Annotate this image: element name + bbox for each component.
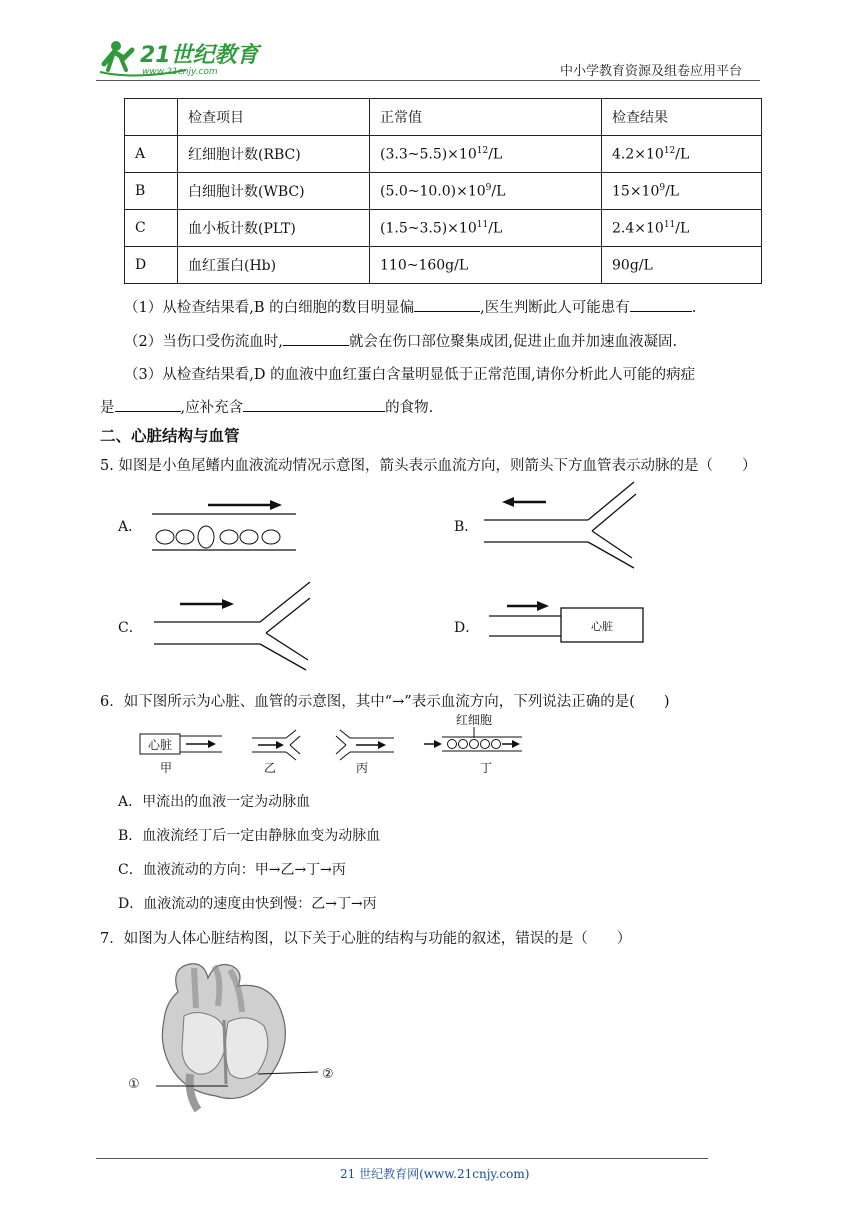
q5-option-c-label[interactable]: C． — [118, 620, 143, 636]
row-id: B — [125, 173, 178, 210]
fig-label-yi: 乙 — [263, 761, 277, 775]
q4-sub3: （3）从检查结果看,D 的血液中血红蛋白含量明显低于正常范围,请你分析此人可能的病症 — [124, 367, 696, 383]
row-id: D — [125, 247, 178, 284]
q5-option-b-label[interactable]: B． — [454, 519, 479, 535]
row-item: 白细胞计数(WBC) — [178, 173, 370, 210]
marker-2: ② — [322, 1067, 334, 1082]
q6-option-d[interactable]: D．血液流动的速度由快到慢：乙→丁→丙 — [118, 896, 377, 912]
q5-option-a-label[interactable]: A． — [118, 519, 143, 535]
q5-figure-c — [150, 580, 320, 672]
row-item: 血红蛋白(Hb) — [178, 247, 370, 284]
blood-test-table — [124, 98, 762, 284]
q4-sub1: （1）从检查结果看,B 的白细胞的数目明显偏 ,医生判断此人可能患有 . — [124, 296, 696, 317]
logo-text: 21世纪教育 — [140, 43, 259, 68]
q6-figure — [136, 712, 536, 778]
rbc-label: 红细胞 — [455, 713, 493, 727]
row-result: $2.4\times 10^{11}/L$ — [602, 210, 762, 247]
section-title: 二、心脏结构与血管 — [100, 427, 240, 445]
q4-sub3-cont: 是 ,应补充含 的食物. — [100, 396, 433, 417]
fig-label-bing: 丙 — [355, 761, 369, 775]
header-platform-text: 中小学教育资源及组卷应用平台 — [560, 64, 743, 79]
row-id: A — [125, 136, 178, 173]
heart-label: 心脏 — [591, 620, 613, 633]
runner-logo-icon — [96, 36, 266, 80]
table-header-row — [125, 99, 762, 136]
q5-figure-d — [485, 596, 649, 646]
answer-blank[interactable] — [243, 397, 385, 413]
heart-box-label: 心脏 — [147, 738, 173, 752]
q5-figure-a — [150, 500, 300, 556]
table-header-cell: 检查结果 — [602, 99, 762, 136]
row-result: $15\times 10^9/L$ — [602, 173, 762, 210]
footer-text[interactable]: 21 世纪教育网(www.21cnjy.com) — [340, 1167, 530, 1181]
fig-label-ding: 丁 — [479, 761, 493, 775]
row-normal: $(1.5\sim 3.5)\times 10^{11}/L$ — [370, 210, 602, 247]
table-header-cell: 正常值 — [370, 99, 602, 136]
answer-blank[interactable] — [283, 331, 349, 347]
q7-stem: 7．如图为人体心脏结构图，以下关于心脏的结构与功能的叙述，错误的是（ ） — [100, 931, 632, 947]
marker-1: ① — [128, 1077, 140, 1092]
answer-blank[interactable] — [414, 297, 480, 313]
table-row — [125, 247, 762, 284]
answer-blank[interactable] — [630, 297, 692, 313]
footer-divider — [96, 1158, 708, 1159]
q6-option-b[interactable]: B．血液流经丁后一定由静脉血变为动脉血 — [118, 828, 381, 844]
row-normal: 110~160g/L — [370, 247, 602, 284]
table-row — [125, 210, 762, 247]
table-row — [125, 136, 762, 173]
row-result: $4.2\times 10^{12}/L$ — [602, 136, 762, 173]
table-header-cell: 检查项目 — [178, 99, 370, 136]
site-logo — [96, 36, 266, 80]
q6-option-a[interactable]: A．甲流出的血液一定为动脉血 — [118, 794, 311, 810]
q4-sub2: （2）当伤口受伤流血时, 就会在伤口部位聚集成团,促进止血并加速血液凝固. — [124, 330, 677, 351]
row-normal: $(5.0\sim 10.0)\times 10^9/L$ — [370, 173, 602, 210]
q5-figure-b — [480, 478, 640, 570]
answer-blank[interactable] — [115, 397, 181, 413]
row-normal: $(3.3\sim 5.5)\times 10^{12}/L$ — [370, 136, 602, 173]
header-divider — [96, 80, 760, 81]
row-id: C — [125, 210, 178, 247]
fig-label-jia: 甲 — [159, 761, 173, 775]
table-header-cell — [125, 99, 178, 136]
q6-option-c[interactable]: C．血液流动的方向：甲→乙→丁→丙 — [118, 862, 346, 878]
row-item: 血小板计数(PLT) — [178, 210, 370, 247]
table-row — [125, 173, 762, 210]
row-result: 90g/L — [602, 247, 762, 284]
logo-url: www.21cnjy.com — [142, 67, 218, 77]
q5-stem: 5. 如图是小鱼尾鳍内血液流动情况示意图，箭头表示血流方向，则箭头下方血管表示动脉的是（ ） — [100, 458, 757, 474]
q5-option-d-label[interactable]: D． — [454, 620, 480, 636]
heart-structure-figure — [118, 956, 348, 1116]
row-item: 红细胞计数(RBC) — [178, 136, 370, 173]
q6-stem: 6．如下图所示为心脏、血管的示意图，其中“→”表示血流方向，下列说法正确的是( ) — [100, 694, 670, 710]
